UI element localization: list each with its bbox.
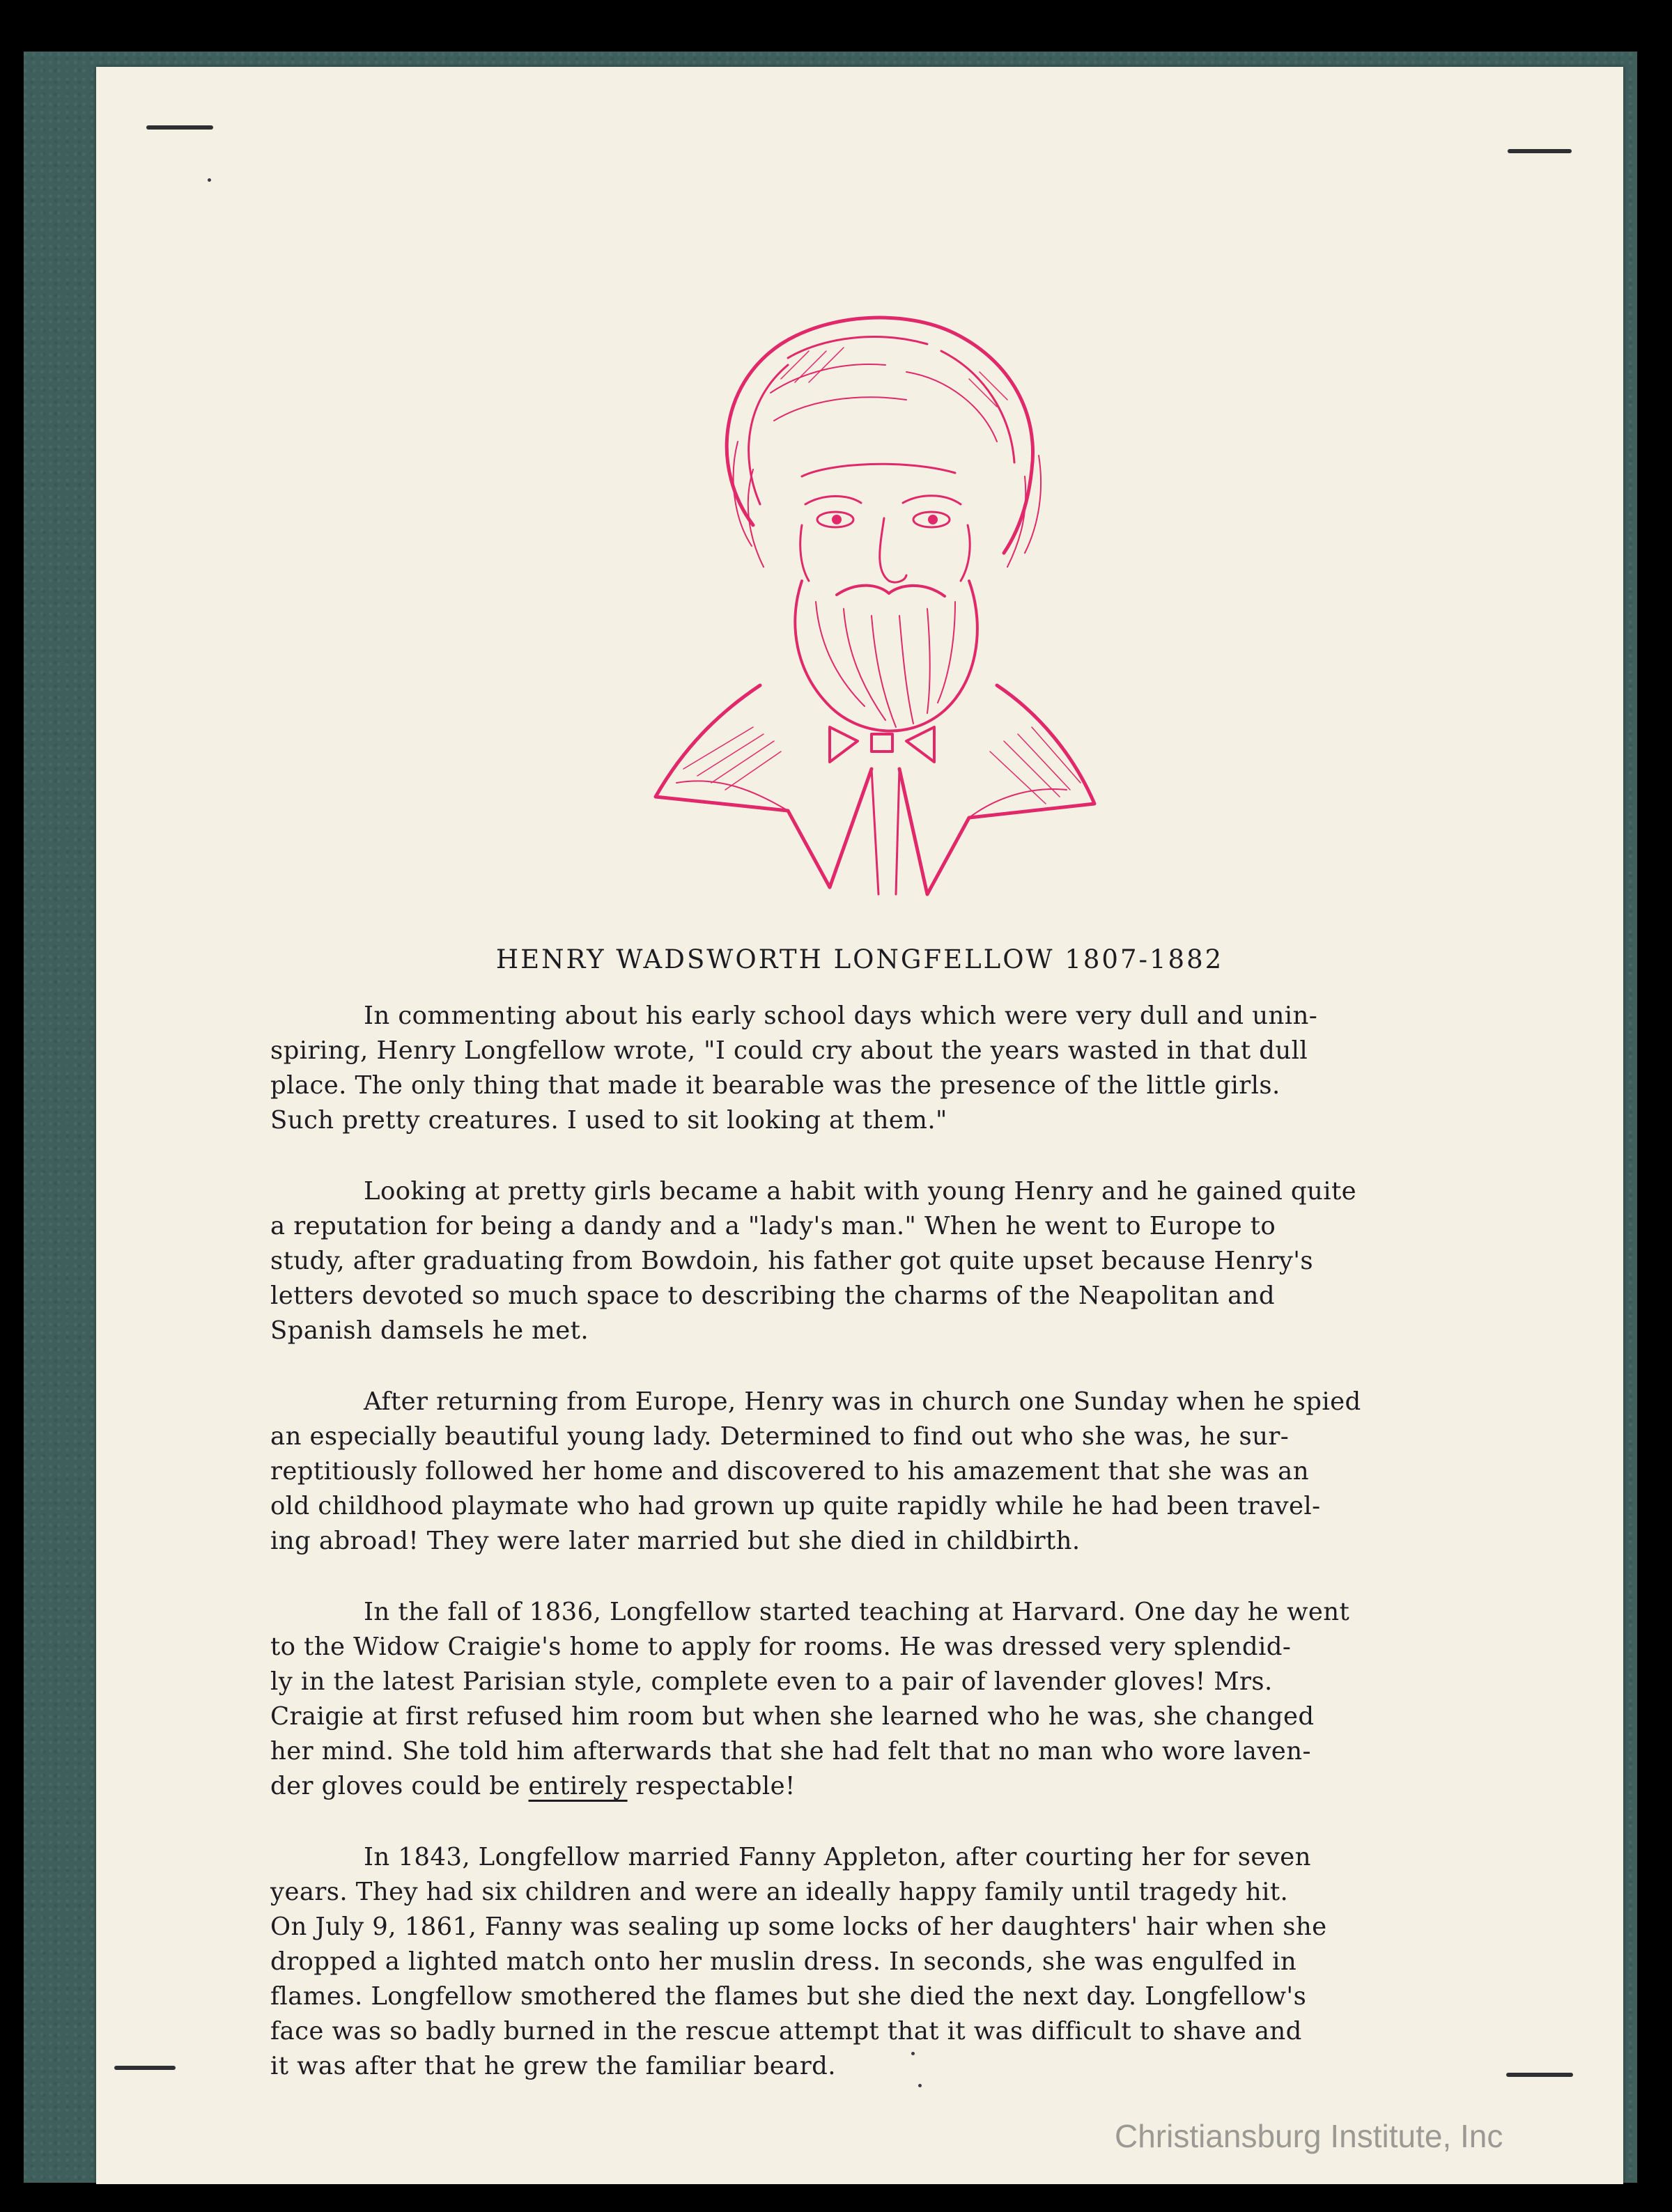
paper-speck [918,2084,922,2087]
underlined-word: entirely [528,1772,628,1800]
paragraph-line: a reputation for being a dandy and a "lady's man." When he went to Europe to [270,1212,1276,1240]
backing-board [24,52,1637,2183]
portrait-illustration [579,295,1150,936]
paragraph-line: letters devoted so much space to describing the charms of the Neapolitan and [270,1282,1276,1310]
paragraph-line: In 1843, Longfellow married Fanny Appleton, after courting her for seven [364,1843,1311,1871]
document-body [270,999,1594,2120]
paragraph-line: place. The only thing that made it bearable was the presence of the little girls. [270,1071,1280,1100]
paragraph-line: Looking at pretty girls became a habit with young Henry and he gained quite [364,1177,1357,1206]
document-page [96,67,1623,2184]
paragraph-line: dropped a lighted match onto her muslin dress. In seconds, she was engulfed in [270,1947,1297,1976]
line-text: der gloves could be [270,1772,529,1800]
staple-top-left [146,125,213,130]
paragraph-line: her mind. She told him afterwards that she had felt that no man who wore laven- [270,1737,1311,1766]
paragraph-school-days [270,999,1594,1138]
paragraph-line: study, after graduating from Bowdoin, his father got quite upset because Henry's [270,1247,1313,1275]
paragraph-line: years. They had six children and were an ideally happy family until tragedy hit. [270,1878,1289,1906]
watermark: Christiansburg Institute, Inc [1115,2118,1503,2154]
paragraph-line: ing abroad! They were later married but she died in childbirth. [270,1527,1081,1555]
paragraph-line: After returning from Europe, Henry was in church one Sunday when he spied [364,1387,1361,1416]
paragraph-line: reptitiously followed her home and discovered to his amazement that she was an [270,1457,1309,1486]
paragraph-line-last [270,1769,1594,1804]
staple-top-right [1508,149,1572,153]
paragraph-line: it was after that he grew the familiar beard. [270,2052,836,2080]
paragraph-line: to the Widow Craigie's home to apply for rooms. He was dressed very splendid- [270,1633,1292,1661]
paragraph-harvard [270,1595,1594,1804]
line-text: respectable! [627,1772,796,1800]
paragraph-line: flames. Longfellow smothered the flames but she died the next day. Longfellow's [270,1982,1307,2011]
paragraph-line: face was so badly burned in the rescue attempt that it was difficult to shave and [270,2017,1302,2046]
paragraph-line: old childhood playmate who had grown up quite rapidly while he had been travel- [270,1492,1321,1520]
paragraph-church [270,1385,1594,1559]
paragraph-line: spiring, Henry Longfellow wrote, "I could cry about the years wasted in that dull [270,1036,1308,1065]
paragraph-line: In the fall of 1836, Longfellow started teaching at Harvard. One day he went [364,1598,1350,1626]
paragraph-line: Spanish damsels he met. [270,1316,589,1345]
paper-speck [911,2052,915,2055]
paper-speck [208,178,211,182]
paragraph-line: Such pretty creatures. I used to sit looking at them." [270,1106,947,1135]
paragraph-line: Craigie at first refused him room but when she learned who he was, she changed [270,1702,1315,1731]
paragraph-fanny [270,1840,1594,2084]
document-title: HENRY WADSWORTH LONGFELLOW 1807-1882 [495,944,1224,974]
paragraph-line: In commenting about his early school days which were very dull and unin- [364,1002,1318,1030]
paragraph-line: On July 9, 1861, Fanny was sealing up some locks of her daughters' hair when she [270,1913,1327,1941]
staple-bottom-left [114,2066,176,2070]
paragraph-line: ly in the latest Parisian style, complete even to a pair of lavender gloves! Mrs. [270,1667,1273,1696]
paragraph-line: an especially beautiful young lady. Determined to find out who she was, he sur- [270,1422,1290,1451]
paragraph-dandy [270,1174,1594,1348]
